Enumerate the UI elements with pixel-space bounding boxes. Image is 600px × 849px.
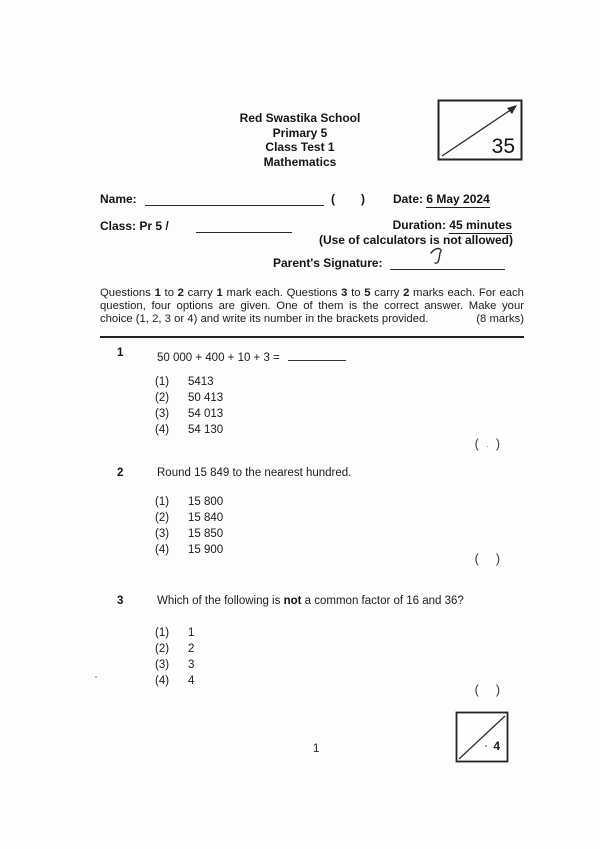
signature-mark xyxy=(428,245,454,274)
option-label: (3) xyxy=(155,528,170,540)
total-marks-value: 35 xyxy=(491,135,515,158)
section-divider xyxy=(100,336,524,338)
option-row xyxy=(100,424,524,440)
option-row xyxy=(100,627,524,643)
question-text: 50 000 + 400 + 10 + 3 = xyxy=(157,347,346,364)
option-label: (4) xyxy=(155,675,170,687)
options-list xyxy=(100,496,524,560)
answer-brackets xyxy=(475,683,500,697)
answer-bracket-open: ( xyxy=(474,552,479,566)
date-value: 6 May 2024 xyxy=(426,192,490,206)
answer-bracket-open: ( xyxy=(474,683,479,697)
corner-box-value: 4 xyxy=(493,739,500,753)
question-text: Round 15 849 to the nearest hundred. xyxy=(157,467,352,479)
answer-bracket-close: ) xyxy=(495,683,500,697)
option-label: (1) xyxy=(155,376,170,388)
option-value: 15 800 xyxy=(188,496,224,508)
option-label: (3) xyxy=(155,659,170,671)
duration-label: Duration: xyxy=(392,218,446,232)
answer-brackets xyxy=(475,552,500,566)
option-value: 15 840 xyxy=(188,512,224,524)
option-value: 1 xyxy=(188,627,195,639)
instructions-text: Questions 1 to 2 carry 1 mark each. Questions 3 to 5 carry 2 marks each. For each question, four options are given. One of them is the correct answer. Make your choice (1, 2, 3 or 4) and write its number in the brackets provided. xyxy=(100,287,524,325)
answer-mark: . xyxy=(486,439,489,449)
option-row xyxy=(100,643,524,659)
instructions xyxy=(100,287,524,326)
date-row xyxy=(393,192,490,206)
paper-header xyxy=(0,111,600,169)
calculator-note: (Use of calculators is not allowed) xyxy=(318,233,513,247)
option-label: (2) xyxy=(155,643,170,655)
answer-blank xyxy=(288,347,346,361)
subject-name: Mathematics xyxy=(263,154,337,169)
option-label: (2) xyxy=(155,392,170,404)
name-line xyxy=(145,205,324,206)
option-row xyxy=(100,376,524,392)
marks-note: (8 marks) xyxy=(476,313,524,325)
index-open: ( xyxy=(331,192,335,206)
option-row xyxy=(100,659,524,675)
answer-bracket-open: ( xyxy=(474,437,479,451)
option-row xyxy=(100,675,524,691)
option-row xyxy=(100,392,524,408)
option-value: 15 900 xyxy=(188,544,224,556)
option-value: 4 xyxy=(188,675,195,687)
option-row xyxy=(100,544,524,560)
question-number: 3 xyxy=(117,595,124,607)
duration-row xyxy=(393,218,512,232)
option-label: (4) xyxy=(155,544,170,556)
option-row xyxy=(100,528,524,544)
level-name: Primary 5 xyxy=(272,125,328,140)
option-value: 54 013 xyxy=(188,408,224,420)
options-list xyxy=(100,376,524,440)
test-name: Class Test 1 xyxy=(265,140,335,154)
question-text: Which of the following is not a common factor of 16 and 36? xyxy=(157,595,464,607)
name-label: Name: xyxy=(100,192,137,206)
option-label: (2) xyxy=(155,512,170,524)
answer-bracket-close: ) xyxy=(495,552,500,566)
question-number: 2 xyxy=(117,467,124,479)
class-line xyxy=(196,232,292,233)
option-value: 54 130 xyxy=(188,424,224,436)
option-row xyxy=(100,512,524,528)
duration-value: 45 minutes xyxy=(449,218,512,232)
index-close: ) xyxy=(361,192,365,206)
question-number: 1 xyxy=(117,347,124,359)
option-value: 15 850 xyxy=(188,528,224,540)
option-label: (4) xyxy=(155,424,170,436)
corner-page-box xyxy=(455,711,509,768)
scan-speck xyxy=(95,676,97,678)
school-name: Red Swastika School xyxy=(239,111,361,125)
options-list xyxy=(100,627,524,691)
answer-bracket-close: ) xyxy=(495,437,500,451)
page-number: 1 xyxy=(313,743,320,755)
index-brackets xyxy=(331,192,365,206)
option-value: 2 xyxy=(188,643,195,655)
option-label: (1) xyxy=(155,627,170,639)
option-row xyxy=(100,408,524,424)
option-row xyxy=(100,496,524,512)
option-value: 3 xyxy=(188,659,195,671)
option-label: (1) xyxy=(155,496,170,508)
class-label: Class: Pr 5 / xyxy=(100,219,169,233)
date-label: Date: xyxy=(393,192,424,206)
option-label: (3) xyxy=(155,408,170,420)
signature-label: Parent's Signature: xyxy=(273,256,383,270)
answer-brackets xyxy=(475,437,500,451)
option-value: 50 413 xyxy=(188,392,224,404)
option-value: 5413 xyxy=(188,376,214,388)
